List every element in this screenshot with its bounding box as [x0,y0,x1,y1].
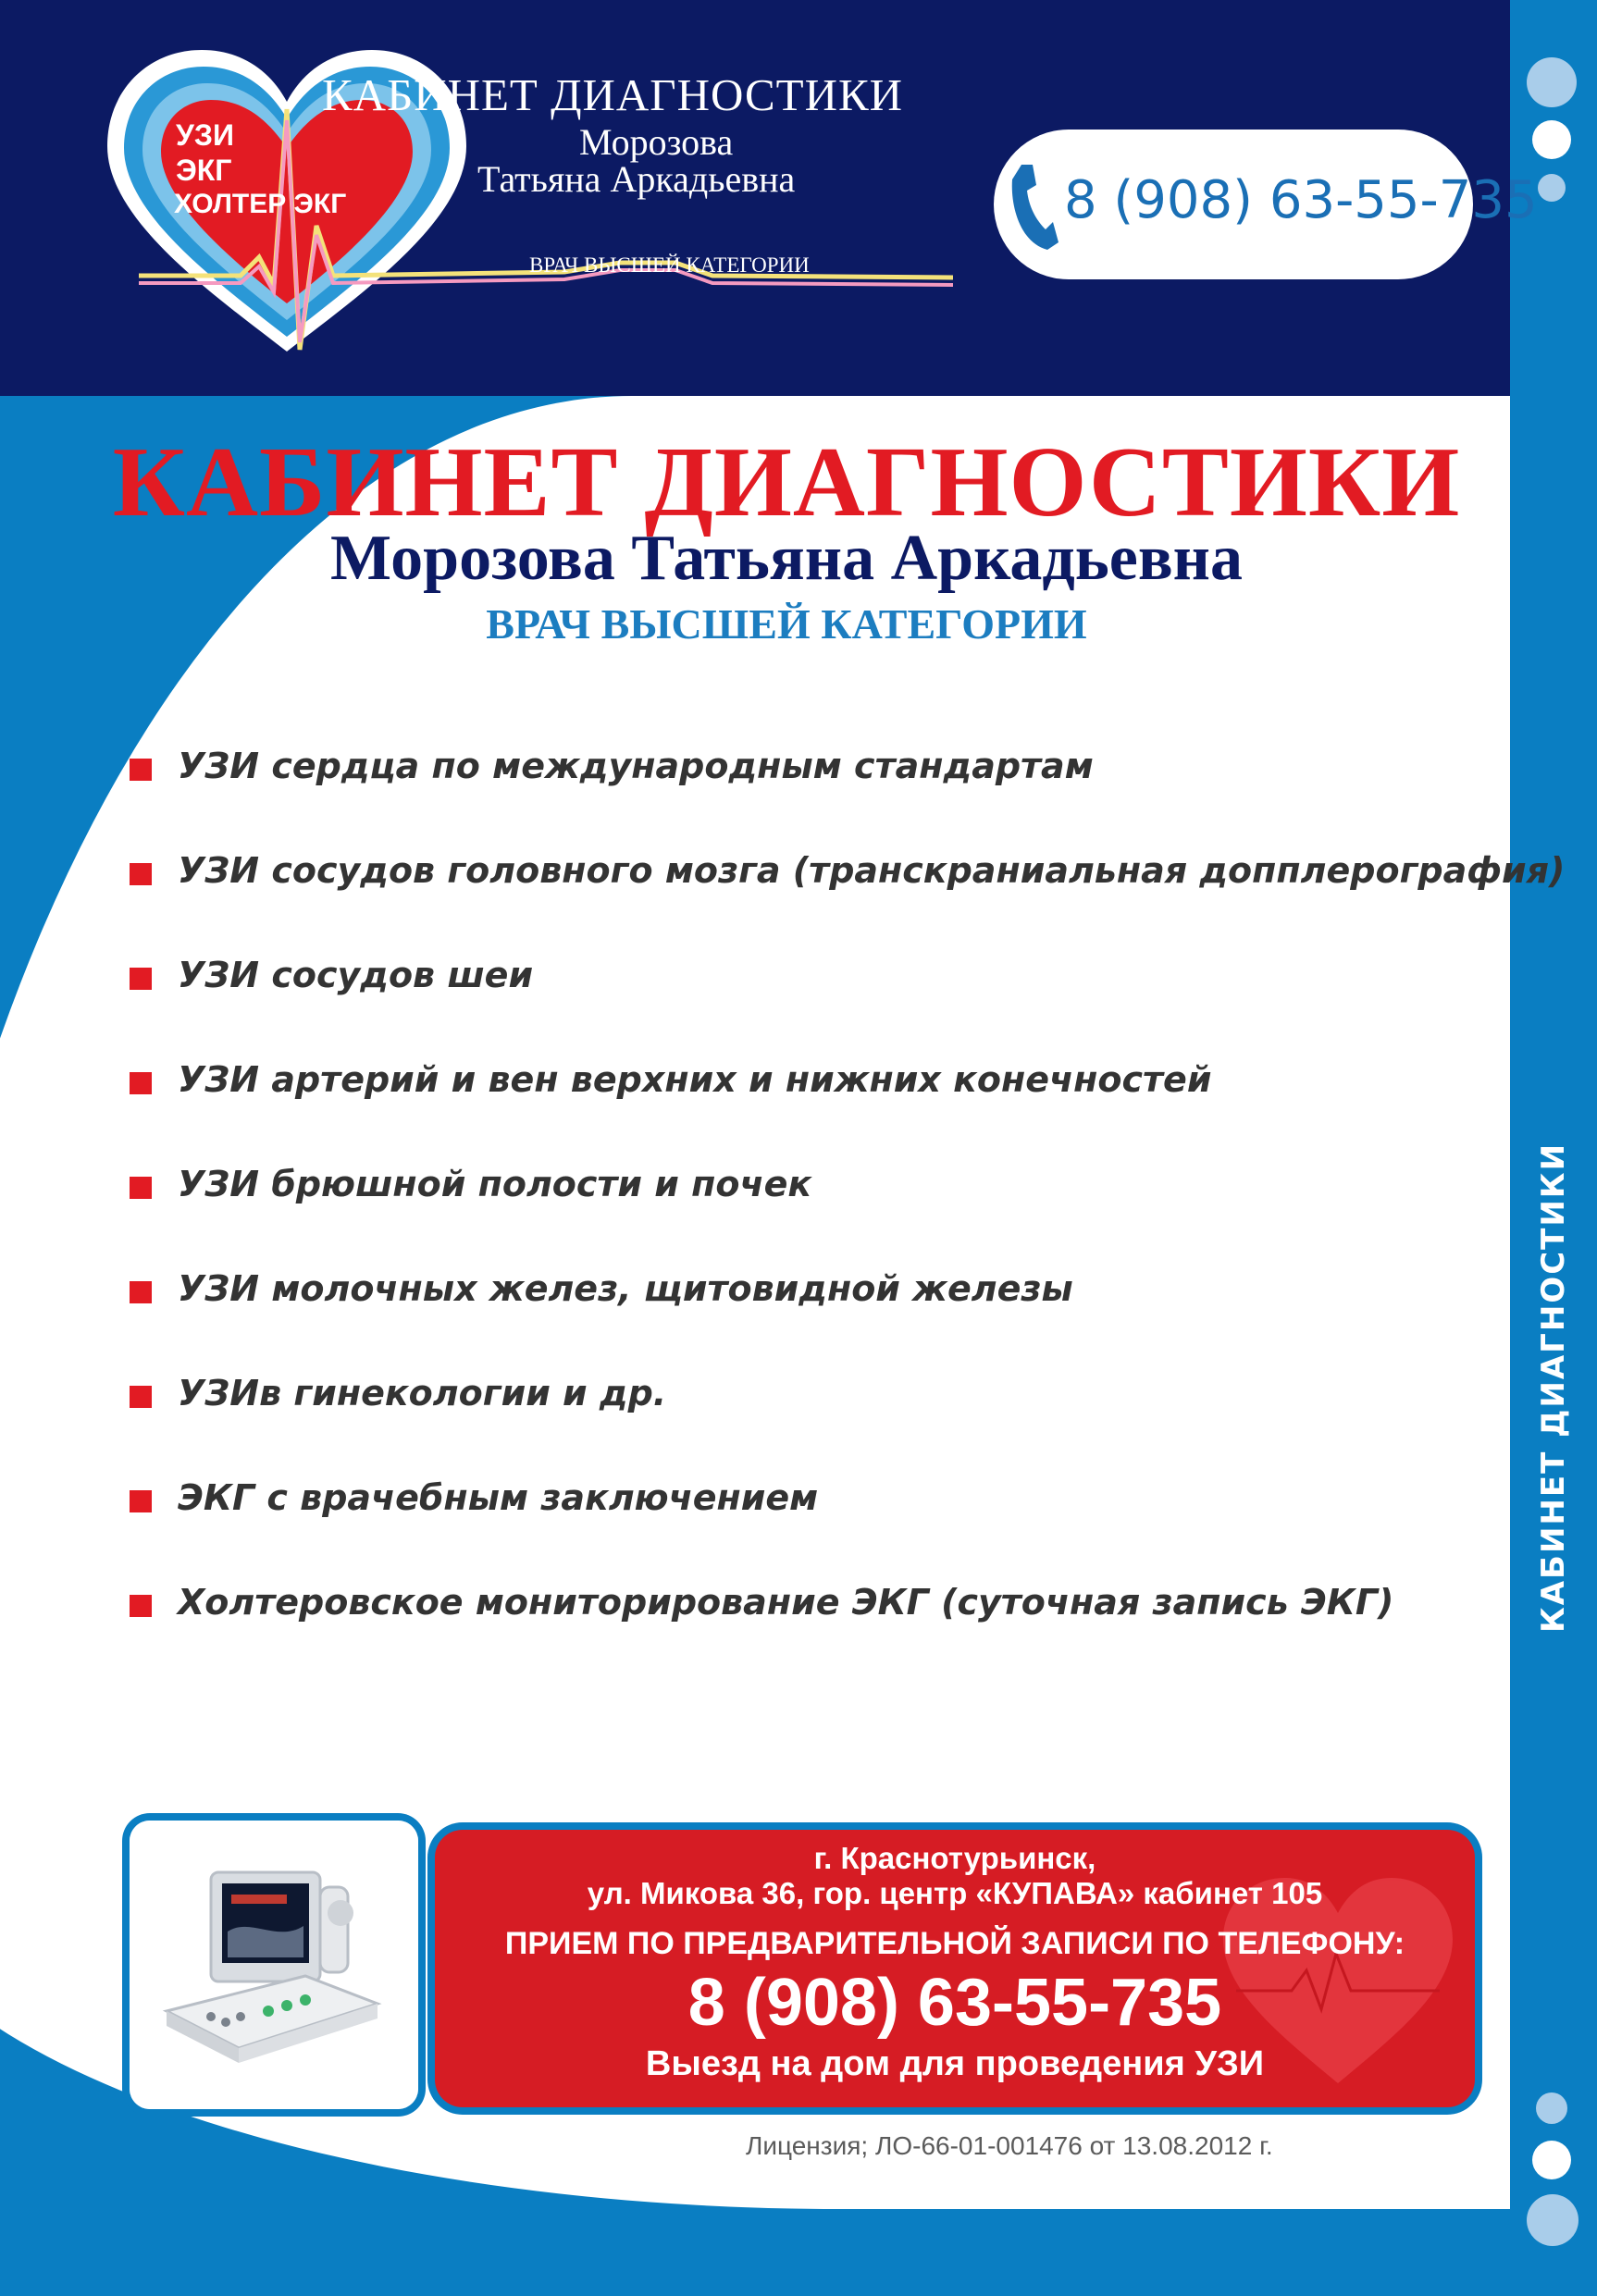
address-line2: ул. Микова 36, гор. центр «КУПАВА» кабинет 105 [587,1876,1323,1910]
decor-dot [1538,174,1566,202]
bullet-square-icon [130,1595,152,1617]
contact-info-box [435,1830,1475,2107]
bullet-square-icon [130,863,152,885]
bullet-square-icon [130,1281,152,1303]
service-label: УЗИ сосудов шеи [178,955,534,995]
main-title: КАБИНЕТ ДИАГНОСТИКИ [112,427,1461,537]
bullet-square-icon [130,1490,152,1512]
logo-name-line2: Татьяна Аркадьевна [477,158,796,200]
service-label: УЗИ сердца по международным стандартам [178,746,1094,786]
service-label: ЭКГ с врачебным заключением [178,1477,819,1518]
service-label: УЗИ молочных желез, щитовидной железы [178,1268,1073,1309]
service-label: УЗИ артерий и вен верхних и нижних конечностей [178,1059,1212,1100]
decor-dot [1527,2194,1578,2246]
logo-title: КАБИНЕТ ДИАГНОСТИКИ [322,69,904,120]
decor-dot [1532,2141,1571,2179]
decor-dot [1527,57,1577,107]
logo-category: ВРАЧ ВЫСШЕЙ КАТЕГОРИИ [529,253,810,277]
ultrasound-device-image [130,1821,418,2109]
phone-icon [1009,159,1060,252]
service-label: УЗИв гинекологии и др. [178,1373,667,1413]
service-label: УЗИ брюшной полости и почек [178,1164,812,1204]
home-visit-text: Выезд на дом для проведения УЗИ [645,2044,1265,2083]
header-phone[interactable] [994,130,1538,279]
address-line1: г. Краснотурьинск, [813,1841,1096,1875]
bullet-square-icon [130,1072,152,1094]
doctor-name: Морозова Татьяна Аркадьевна [330,523,1243,594]
reception-text: ПРИЕМ ПО ПРЕДВАРИТЕЛЬНОЙ ЗАПИСИ ПО ТЕЛЕФОНУ: [504,1926,1405,1961]
license-text: Лицензия; ЛО-66-01-001476 от 13.08.2012 г. [746,2131,1273,2160]
service-label: Холтеровское мониторирование ЭКГ (суточная запись ЭКГ) [178,1582,1394,1623]
decor-dot [1536,2092,1567,2124]
header-phone-number: 8 (908) 63-55-735 [1064,170,1538,230]
side-label: КАБИНЕТ ДИАГНОСТИКИ [1535,1142,1572,1634]
bullet-square-icon [130,759,152,781]
bullet-square-icon [130,968,152,990]
heart-text-line2: ЭКГ [176,154,232,187]
bullet-square-icon [130,1177,152,1199]
service-label: УЗИ сосудов головного мозга (транскраниальная допплерография) [178,850,1566,891]
logo-name-line1: Морозова [579,121,734,163]
doctor-category: ВРАЧ ВЫСШЕЙ КАТЕГОРИИ [486,600,1087,648]
heart-text-line1: УЗИ [176,118,234,152]
heart-text-line3: ХОЛТЕР ЭКГ [174,189,347,219]
decor-dot [1532,120,1571,159]
bullet-square-icon [130,1386,152,1408]
ultrasound-machine-icon [130,1821,418,2109]
contact-phone[interactable]: 8 (908) 63-55-735 [687,1966,1222,2040]
